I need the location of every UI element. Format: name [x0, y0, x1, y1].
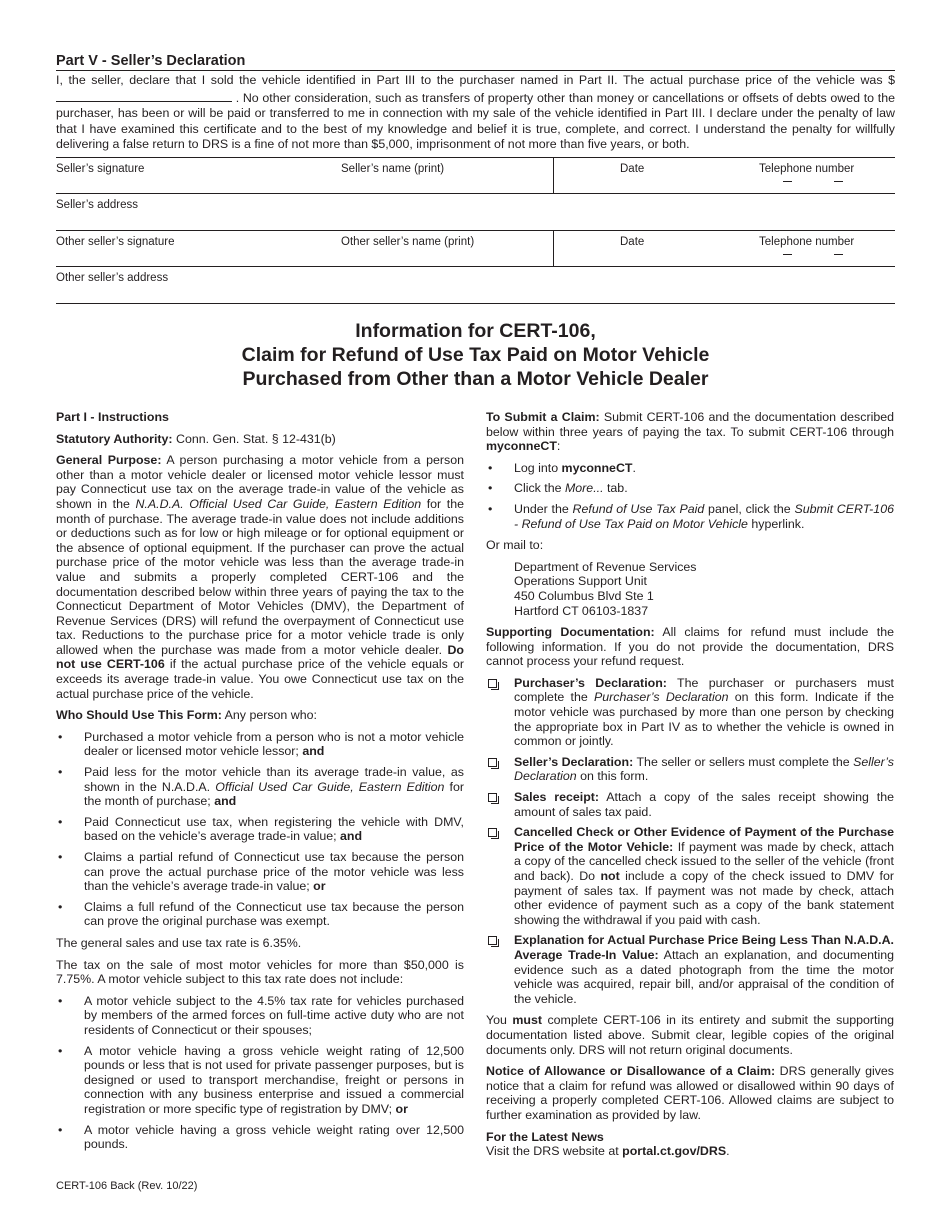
item-text: A motor vehicle subject to the 4.5% tax rate for vehicles purchased by members of the armed forces on full-time active duty who are not residents of Connecticut or their spouses;: [84, 993, 464, 1037]
bullet-icon: •: [58, 1043, 63, 1058]
item-italic: Official Used Car Guide, Eastern Edition: [215, 779, 445, 794]
item-text: for the month of purchase;: [84, 779, 464, 809]
list-item: [56, 765, 464, 809]
or-word: or: [395, 1101, 408, 1116]
item-italic: Purchaser’s Declaration: [593, 690, 729, 705]
other-seller-signature-field[interactable]: Other seller’s signature: [56, 235, 175, 248]
address-line: Hartford CT 06103-1837: [514, 603, 649, 618]
item-text: The seller or sellers must complete the: [633, 754, 854, 769]
item-text: If payment was made by check, attach a copy of the cancelled check issued to the seller of the vehicle (front and back). Do: [514, 839, 895, 883]
period: .: [632, 460, 636, 475]
checklist-item: [486, 676, 894, 749]
telephone-field[interactable]: Telephone number: [759, 162, 855, 175]
checklist-item: [486, 825, 894, 927]
item-text: Claims a partial refund of Connecticut use tax because the person can prove the actual purchase price of the motor vehicle was less than the vehicle’s average trade-in value;: [84, 850, 464, 894]
or-word: or: [313, 879, 326, 894]
divider: [553, 158, 554, 193]
list-item: [56, 900, 464, 929]
other-telephone-field[interactable]: Telephone number: [759, 235, 855, 248]
item-label: Explanation for Actual Purchase Price Being Less Than N.A.D.A. Average Trade-In Value:: [514, 933, 894, 962]
bullet-icon: •: [58, 1122, 63, 1137]
list-item: [56, 730, 464, 759]
bullet-icon: •: [58, 850, 63, 864]
bullet-icon: •: [58, 814, 63, 829]
item-text: on this form. Indicate if the motor vehicle was purchased by more than one person by checking the appropriate box in Part IV as to whether the vehicle is owned in common or jointly.: [514, 690, 894, 749]
form-footer: CERT-106 Back (Rev. 10/22): [56, 1180, 198, 1192]
list-item: [56, 1123, 464, 1152]
gp-text-1: A person purchasing a motor vehicle from a person other than a motor vehicle dealer or licensed motor vehicle lessor must pay Connecticut use tax on the average trade-in value of the vehicle as shown in the: [56, 453, 464, 511]
checklist-item: [486, 755, 894, 784]
list-item: [56, 994, 464, 1038]
exclusion-list: [56, 994, 464, 1152]
item-text: on this form.: [576, 769, 649, 784]
bullet-icon: •: [58, 765, 63, 780]
purchase-price-blank[interactable]: [56, 89, 232, 102]
bullet-icon: •: [58, 899, 63, 914]
item-text: hyperlink.: [747, 516, 805, 531]
left-column: [56, 410, 464, 1159]
declaration-text-b: . No other consideration, such as transfers of property other than money or cancellations or offsets of debts owed to the purchaser, has been or will be paid or transferred to me in connection with my sale of the vehicle identified in Part III. I declare under the penalty of law that I have examined this certificate and to the best of my knowledge and belief it is true, complete, and correct. I understand the penalty for willfully delivering a false return to DRS is a fine of not more than $5,000, imprisonment of not more than five years, or both.: [56, 90, 895, 152]
seller-address-field[interactable]: Seller’s address: [56, 198, 139, 211]
notice-label: Notice of Allowance or Disallowance of a Claim:: [486, 1064, 776, 1079]
and-word: and: [340, 829, 363, 844]
item-text: A motor vehicle having a gross vehicle weight rating of 12,500 pounds or less that is not used for private passenger purposes, but is designed or used to transport merchandise, freight or persons in connection with any business enterprise and issued a commercial registration or more specific type of registration by DMV;: [84, 1043, 464, 1116]
list-item: [56, 850, 464, 894]
other-seller-address-field[interactable]: Other seller’s address: [56, 271, 169, 284]
statutory-text: Conn. Gen. Stat. § 12-431(b): [172, 431, 336, 446]
who-label: Who Should Use This Form:: [56, 708, 222, 723]
bullet-icon: •: [488, 481, 493, 496]
news-label: For the Latest News: [486, 1129, 604, 1144]
bullet-icon: •: [488, 460, 493, 475]
colon: :: [556, 439, 561, 454]
item-text: Purchased a motor vehicle from a person who is not a motor vehicle dealer or licensed motor vehicle lessor;: [84, 729, 464, 759]
phone-dash: [834, 254, 843, 255]
mailing-address: [486, 560, 894, 618]
seller-signature-field[interactable]: Seller’s signature: [56, 162, 145, 175]
item-label: Sales receipt:: [514, 790, 600, 805]
item-italic: Submit CERT-106 - Refund of Use Tax Paid on Motor Vehicle: [514, 501, 894, 531]
info-title-line-2: Claim for Refund of Use Tax Paid on Motor Vehicle: [241, 343, 710, 366]
address-line: Operations Support Unit: [514, 574, 647, 589]
checklist-item: [486, 790, 894, 819]
more-tab-label: More...: [564, 481, 604, 496]
item-label: Seller’s Declaration:: [514, 754, 634, 769]
divider: [553, 231, 554, 266]
item-text: Attach an explanation, and documenting evidence such as a dated photograph from the time the motor vehicle was acquired, repair bill, and/or appraisal of the condition of the vehicle.: [514, 947, 894, 1006]
checkbox-icon: [488, 758, 497, 767]
item-label: Cancelled Check or Other Evidence of Payment of the Purchase Price of the Motor Vehicle:: [514, 825, 894, 854]
who-list: [56, 730, 464, 929]
other-seller-address-row: [56, 266, 895, 303]
supporting-documentation: [486, 625, 894, 669]
not-word: not: [600, 869, 620, 883]
other-seller-signature-row: [56, 230, 895, 266]
tax-rate-luxury: The tax on the sale of most motor vehicles for more than $50,000 is 7.75%. A motor vehicle subject to this tax rate does not include:: [56, 957, 464, 987]
who-text: Any person who:: [221, 708, 317, 723]
must-text-a: You: [486, 1013, 513, 1028]
myconnect-link[interactable]: myconneCT: [486, 439, 557, 454]
drs-website-link[interactable]: portal.ct.gov/DRS: [622, 1144, 727, 1159]
item-text: Attach a copy of the sales receipt showing the amount of sales tax paid.: [514, 790, 894, 819]
part-i-heading: Part I - Instructions: [56, 409, 169, 424]
gp-italic: N.A.D.A. Official Used Car Guide, Eastern Edition: [135, 496, 422, 511]
checkbox-icon: [488, 828, 497, 837]
news-text: Visit the DRS website at: [486, 1144, 623, 1159]
list-item: [486, 461, 894, 476]
item-text: Paid Connecticut use tax, when registering the vehicle with DMV, based on the vehicle’s average trade-in value;: [84, 814, 464, 844]
general-purpose-label: General Purpose:: [56, 453, 162, 468]
item-italic: Seller’s Declaration: [514, 754, 894, 784]
submit-claim: [486, 410, 894, 454]
item-text: Under the: [514, 501, 573, 516]
info-title-line-3: Purchased from Other than a Motor Vehicle Dealer: [242, 367, 709, 390]
other-date-field[interactable]: Date: [620, 235, 645, 248]
notice: [486, 1064, 894, 1122]
must-word: must: [512, 1013, 542, 1028]
item-text: include a copy of the check issued to DMV for payment of sales tax. If payment was not made by check, attach other evidence of payment such as a copy of the bank statement showing the withdrawal if you paid with cash.: [514, 869, 894, 927]
gp-text-2: for the month of purchase. The average trade-in value does not include additions or deductions such as for low or high mileage or for optional equipment or the absence of optional equipment. If the purchaser can prove the actual purchase price of the motor vehicle was less than the average trade-in value and submits a properly completed CERT-106 and the documentation described below within three years of paying the tax to the Connecticut Department of Motor Vehicles (DMV), the Department of Revenue Services (DRS) will refund the overpayment of Connecticut use tax. Reductions to the purchase price for a motor vehicle trade is only allowed when the purchase was made from a motor vehicle dealer.: [56, 496, 465, 657]
right-column: [486, 410, 894, 1166]
checklist-item: [486, 933, 894, 1006]
item-label: Purchaser’s Declaration:: [514, 675, 667, 690]
info-title-line-1: Information for CERT-106,: [355, 319, 596, 342]
submit-steps: [486, 461, 894, 531]
bullet-icon: •: [488, 501, 493, 516]
date-field[interactable]: Date: [620, 162, 645, 175]
seller-name-field[interactable]: Seller’s name (print): [341, 162, 445, 175]
statutory-label: Statutory Authority:: [56, 431, 173, 446]
tax-rate: The general sales and use tax rate is 6.35%.: [56, 935, 302, 950]
who-should-use: [56, 708, 464, 723]
supp-label: Supporting Documentation:: [486, 625, 655, 640]
bullet-icon: •: [58, 729, 63, 744]
must-text-c: complete CERT-106 in its entirety and submit the supporting documentation listed above. Submit clear, legible copies of the original documents only. DRS will not return original documents.: [486, 1013, 894, 1057]
address-line: 450 Columbus Blvd Ste 1: [514, 588, 654, 603]
checkbox-icon: [488, 793, 497, 802]
other-seller-name-field[interactable]: Other seller’s name (print): [341, 235, 475, 248]
section-divider: [56, 303, 895, 304]
list-item: [56, 1044, 464, 1117]
submit-text: Submit CERT-106 and the documentation described below within three years of paying the tax. To submit CERT-106 through: [486, 409, 894, 439]
period: .: [726, 1144, 730, 1159]
item-text: Click the: [514, 481, 565, 496]
myconnect-link[interactable]: myconneCT: [561, 460, 633, 475]
checkbox-icon: [488, 679, 497, 688]
bullet-icon: •: [58, 993, 63, 1008]
seller-declaration-text: [56, 70, 895, 153]
checkbox-icon: [488, 936, 497, 945]
notice-text: DRS generally gives notice that a claim for refund was allowed or disallowed within 90 days of receiving a properly completed CERT-106. Allowed claims are subject to further examination as provided by law.: [486, 1064, 894, 1122]
declaration-text-a: I, the seller, declare that I sold the vehicle identified in Part III to the purchaser named in Part II. The actual purchase price of the vehicle was $: [56, 73, 895, 87]
mail-to: Or mail to:: [486, 538, 544, 553]
and-word: and: [302, 744, 325, 759]
general-purpose: [56, 453, 464, 701]
item-text: Log into: [514, 460, 562, 475]
phone-dash: [834, 181, 843, 182]
item-text: tab.: [603, 481, 628, 496]
item-text: A motor vehicle having a gross vehicle weight rating over 12,500 pounds.: [84, 1122, 464, 1152]
list-item: [486, 481, 894, 496]
info-title: [56, 319, 895, 391]
statutory-authority: [56, 432, 464, 447]
list-item: [486, 502, 894, 531]
checklist: [486, 676, 894, 1006]
gp-text-3: if the actual purchase price of the vehicle equals or exceeds its average trade-in value. You owe Connecticut use tax on the actual purchase price of the vehicle.: [56, 657, 464, 701]
submit-label: To Submit a Claim:: [486, 409, 600, 424]
phone-dash: [783, 254, 792, 255]
and-word: and: [214, 794, 237, 809]
list-item: [56, 815, 464, 844]
item-text: Paid less for the motor vehicle than its average trade-in value, as shown in the N.A.D.A.: [84, 765, 464, 794]
seller-address-row: [56, 193, 895, 230]
phone-dash: [783, 181, 792, 182]
page: [56, 52, 895, 1159]
supp-text: All claims for refund must include the following information. If you do not provide the documentation, DRS cannot process your refund request.: [486, 625, 894, 669]
address-line: Department of Revenue Services: [514, 559, 697, 574]
part-v-title: Part V - Seller’s Declaration: [56, 53, 246, 69]
must-complete: [486, 1013, 894, 1057]
gp-bold: Do not use CERT-106: [56, 642, 464, 672]
seller-signature-row: [56, 157, 895, 193]
item-italic: Refund of Use Tax Paid: [572, 501, 705, 516]
item-text: The purchaser or purchasers must complete the: [514, 675, 894, 705]
latest-news: [486, 1130, 894, 1159]
item-text: panel, click the: [704, 501, 795, 516]
item-text: Claims a full refund of the Connecticut use tax because the person can prove the original purchase was exempt.: [84, 899, 464, 929]
